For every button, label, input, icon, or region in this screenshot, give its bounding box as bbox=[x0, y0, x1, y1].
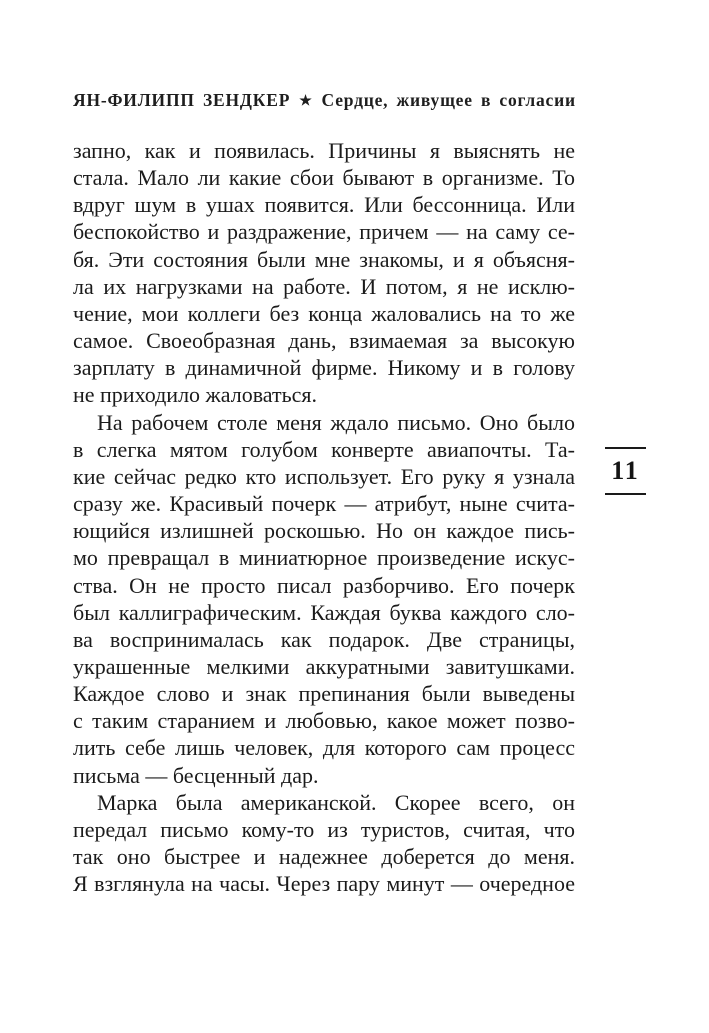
text-line: зарплату в динамичной фирме. Никому и в голову bbox=[73, 355, 575, 381]
text-line: лить себе лишь человек, для которого сам процесс bbox=[73, 735, 575, 761]
text-line: беспокойство и раздражение, причем — на саму се- bbox=[73, 219, 575, 245]
text-line: ва воспринималась как подарок. Две страницы, bbox=[73, 626, 575, 652]
text-line: ства. Он не просто писал разборчиво. Его почерк bbox=[73, 572, 575, 598]
text-line: с таким старанием и любовью, какое может позво- bbox=[73, 708, 575, 734]
text-line: самое. Своеобразная дань, взимаемая за высокую bbox=[73, 328, 575, 354]
text-line: Каждое слово и знак препинания были выведены bbox=[73, 681, 575, 707]
star-icon: ★ bbox=[299, 94, 313, 109]
text-line: Я взглянула на часы. Через пару минут — очередное bbox=[73, 871, 575, 897]
author-name: ЯН-ФИЛИПП ЗЕНДКЕР bbox=[73, 90, 291, 110]
text-line: сразу же. Красивый почерк — атрибут, ныне счита- bbox=[73, 491, 575, 517]
text-line: вдруг шум в ушах появится. Или бессонница. Или bbox=[73, 192, 575, 218]
text-line: письма — бесценный дар. bbox=[73, 762, 319, 788]
text-line: бя. Эти состояния были мне знакомы, и я объясня- bbox=[73, 246, 575, 272]
text-line: чение, мои коллеги без конца жаловались на то же bbox=[73, 300, 575, 326]
text-line: передал письмо кому-то из туристов, считая, что bbox=[73, 816, 575, 842]
text-line: в слегка мятом голубом конверте авиапочты. Та- bbox=[73, 436, 575, 462]
text-line: ла их нагрузками на работе. И потом, я не исклю- bbox=[73, 273, 575, 299]
page-number-block bbox=[605, 447, 646, 495]
text-line: украшенные мелкими аккуратными завитушками. bbox=[73, 653, 575, 679]
book-title: Сердце, живущее в согласии bbox=[321, 90, 576, 110]
text-line: Марка была американской. Скорее всего, он bbox=[97, 789, 575, 815]
text-line: запно, как и появилась. Причины я выяснять не bbox=[73, 138, 575, 163]
text-line: был каллиграфическим. Каждая буква каждого сло- bbox=[73, 599, 575, 625]
text-line: не приходило жаловаться. bbox=[73, 382, 318, 408]
text-line: стала. Мало ли какие сбои бывают в организме. То bbox=[73, 165, 575, 191]
text-line: ющийся излишней роскошью. Но он каждое пись- bbox=[73, 518, 575, 544]
text-line: так оно быстрее и надежнее доберется до меня. bbox=[73, 844, 575, 870]
page-number: 11 bbox=[611, 456, 640, 485]
text-column bbox=[73, 137, 575, 897]
running-header bbox=[73, 90, 575, 111]
text-line: На рабочем столе меня ждало письмо. Оно было bbox=[97, 409, 575, 435]
page-number-rule-bottom bbox=[605, 493, 646, 495]
text-line: кие сейчас редко кто использует. Его руку я узнала bbox=[73, 463, 575, 489]
text-line: мо превращал в миниатюрное произведение искус- bbox=[73, 545, 575, 571]
